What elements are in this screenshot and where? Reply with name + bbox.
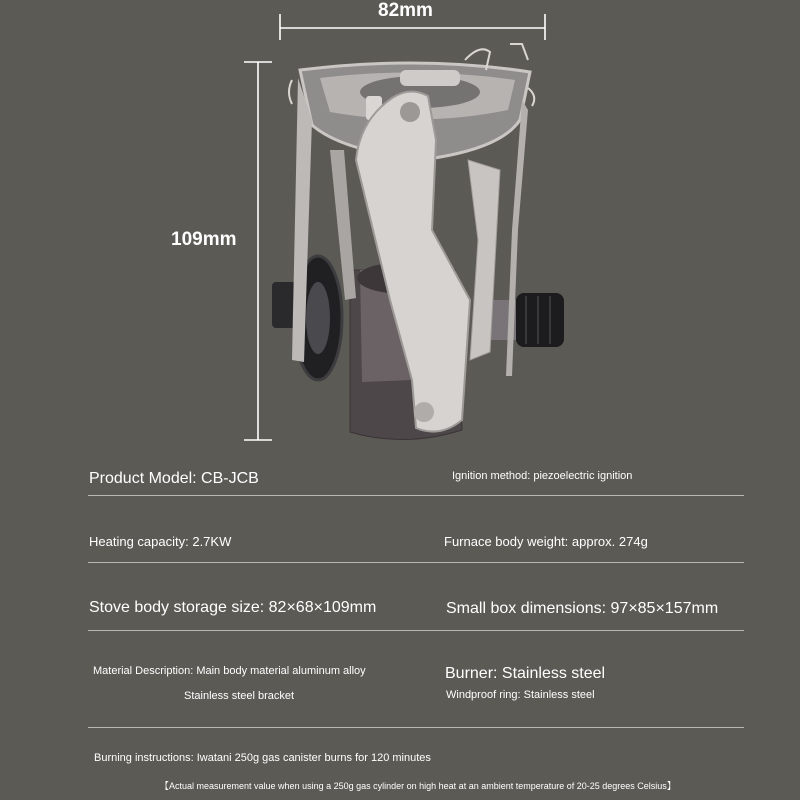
heating-capacity-text: Heating capacity: 2.7KW bbox=[89, 534, 232, 549]
material-description-text: Material Description: Main body material aluminum alloy bbox=[93, 665, 366, 677]
box-dimensions-text: Small box dimensions: 97×85×157mm bbox=[446, 600, 719, 617]
bracket-material-text: Stainless steel bracket bbox=[184, 690, 295, 702]
burner-material-text: Burner: Stainless steel bbox=[445, 665, 606, 682]
burning-instructions-text: Burning instructions: Iwatani 250g gas canister burns for 120 minutes bbox=[94, 752, 431, 764]
windproof-ring-text: Windproof ring: Stainless steel bbox=[446, 689, 595, 701]
storage-size-text: Stove body storage size: 82×68×109mm bbox=[89, 599, 377, 616]
divider-2 bbox=[88, 562, 744, 563]
height-dimension-label: 109mm bbox=[171, 229, 237, 250]
divider-4 bbox=[88, 727, 744, 728]
ignition-method-text: Ignition method: piezoelectric ignition bbox=[452, 470, 633, 482]
width-dimension-label: 82mm bbox=[378, 0, 433, 21]
divider-3 bbox=[88, 630, 744, 631]
body-weight-text: Furnace body weight: approx. 274g bbox=[444, 534, 648, 549]
divider-1 bbox=[88, 495, 744, 496]
product-model-text: Product Model: CB-JCB bbox=[89, 470, 259, 487]
measurement-note-text: 【Actual measurement value when using a 250g gas cylinder on high heat at an ambient temperature of 20-25 degrees Celsius】 bbox=[160, 781, 676, 791]
